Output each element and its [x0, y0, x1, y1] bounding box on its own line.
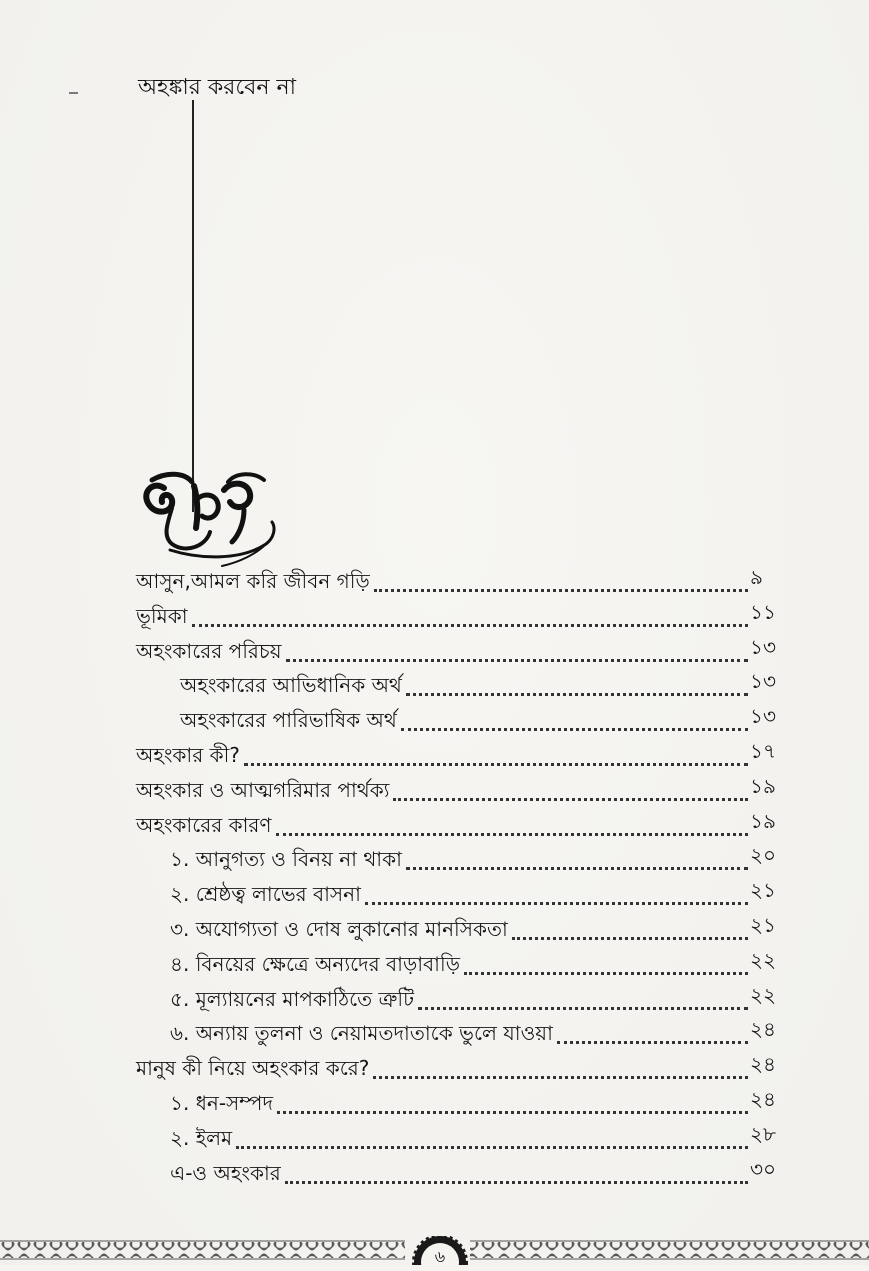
- toc-heading-calligraphy: [132, 450, 282, 575]
- toc-entry-page: ২২: [750, 982, 777, 1007]
- toc-leader-dots: [464, 972, 748, 975]
- toc-entry-page: ২০: [750, 843, 777, 868]
- toc-leader-dots: [244, 763, 748, 766]
- toc-entry-title: মানুষ কী নিয়ে অহংকার করে?: [136, 1056, 370, 1081]
- toc-leader-dots: [512, 937, 748, 940]
- toc-entry: [0, 701, 869, 735]
- toc-entry: [0, 736, 869, 770]
- toc-entry-page: ৯: [750, 565, 763, 589]
- toc-entry: [0, 1049, 869, 1083]
- toc-entry-page: ১১: [750, 599, 776, 624]
- toc-leader-dots: [276, 833, 748, 836]
- toc-entry: [0, 666, 869, 700]
- toc-entry-page: ২৪: [750, 1017, 776, 1042]
- toc-entry-title: অহংকারের কারণ: [136, 812, 272, 837]
- toc-entry-page: ১৯: [750, 808, 776, 833]
- toc-entry: [0, 1119, 869, 1153]
- toc-entry-page: ২২: [750, 947, 777, 972]
- toc-entry-title: ৫. মূল্যায়নের মাপকাঠিতে ত্রুটি: [170, 986, 414, 1011]
- toc-leader-dots: [277, 1111, 748, 1114]
- toc-entry-page: ২১: [750, 878, 776, 903]
- toc-leader-dots: [373, 1076, 748, 1079]
- toc-entry-title: ৪. বিনয়ের ক্ষেত্রে অন্যদের বাড়াবাড়ি: [170, 951, 460, 976]
- toc-entry-page: ২৪: [750, 1087, 776, 1111]
- toc-entry-title: অহংকারের পরিচয়: [136, 638, 282, 663]
- toc-entry: [0, 980, 869, 1014]
- toc-entry: [0, 771, 869, 805]
- toc-entry: [0, 562, 869, 596]
- toc-entry-page: ৩০: [750, 1156, 777, 1181]
- toc-leader-dots: [406, 867, 748, 870]
- toc-entry-title: ভূমিকা: [136, 603, 188, 628]
- toc-entry-page: ২৮: [750, 1121, 776, 1146]
- toc-leader-dots: [236, 1146, 748, 1149]
- toc-entry-title: ১. আনুগত্য ও বিনয় না থাকা: [170, 847, 402, 872]
- toc-entry-title: অহংকার কী?: [136, 743, 240, 767]
- toc-entry-title: অহংকারের পারিভাষিক অর্থ: [180, 708, 397, 733]
- toc-entry-page: ২১: [750, 913, 776, 937]
- toc-entry-title: ২. শ্রেষ্ঠত্ব লাভের বাসনা: [170, 882, 361, 907]
- toc-entry: [0, 597, 869, 631]
- toc-entry-title: অহংকার ও আত্মগরিমার পার্থক্য: [136, 777, 390, 802]
- toc-leader-dots: [286, 659, 748, 662]
- margin-mark: [69, 92, 78, 94]
- toc-entry-page: ১৭: [750, 739, 776, 763]
- toc-leader-dots: [285, 1181, 748, 1184]
- toc-entry: [0, 632, 869, 666]
- toc-entry-page: ২৪: [750, 1052, 776, 1077]
- page-number: ৬: [434, 1247, 446, 1266]
- toc-entry: [0, 945, 869, 979]
- toc-entry: [0, 840, 869, 874]
- toc-entry-page: ১৩: [750, 704, 776, 729]
- toc-entry-title: ২. ইলম: [170, 1125, 233, 1150]
- toc-entry-title: আসুন,আমল করি জীবন গড়ি: [136, 569, 370, 593]
- toc-leader-dots: [401, 728, 748, 731]
- toc-entry-title: ৩. অযোগ্যতা ও দোষ লুকানোর মানসিকতা: [170, 917, 508, 941]
- toc-leader-dots: [406, 693, 748, 696]
- toc-entry: [0, 1014, 869, 1048]
- toc-leader-dots: [374, 589, 748, 592]
- toc-leader-dots: [365, 902, 748, 905]
- toc-leader-dots: [192, 624, 748, 627]
- toc-leader-dots: [418, 1007, 748, 1010]
- toc-entry: [0, 910, 869, 944]
- toc-entry-page: ১৩: [750, 634, 776, 659]
- toc-entry: [0, 1154, 869, 1188]
- toc-entry-title: ৬. অন্যায় তুলনা ও নেয়ামতদাতাকে ভুলে যাওয়া: [170, 1021, 553, 1046]
- toc-leader-dots: [557, 1041, 748, 1044]
- toc-entry-title: এ-ও অহংকার: [170, 1160, 281, 1185]
- toc-entry-page: ১৯: [750, 773, 776, 798]
- toc-entry-page: ১৩: [750, 669, 776, 694]
- toc-entry: [0, 875, 869, 909]
- toc-leader-dots: [393, 798, 748, 801]
- running-header: অহঙ্কার করবেন না: [138, 75, 297, 100]
- toc-entry: [0, 1084, 869, 1118]
- toc-entry: [0, 806, 869, 840]
- toc-entry-title: অহংকারের আভিধানিক অর্থ: [180, 673, 402, 698]
- toc-entry-title: ১. ধন-সম্পদ: [170, 1091, 273, 1115]
